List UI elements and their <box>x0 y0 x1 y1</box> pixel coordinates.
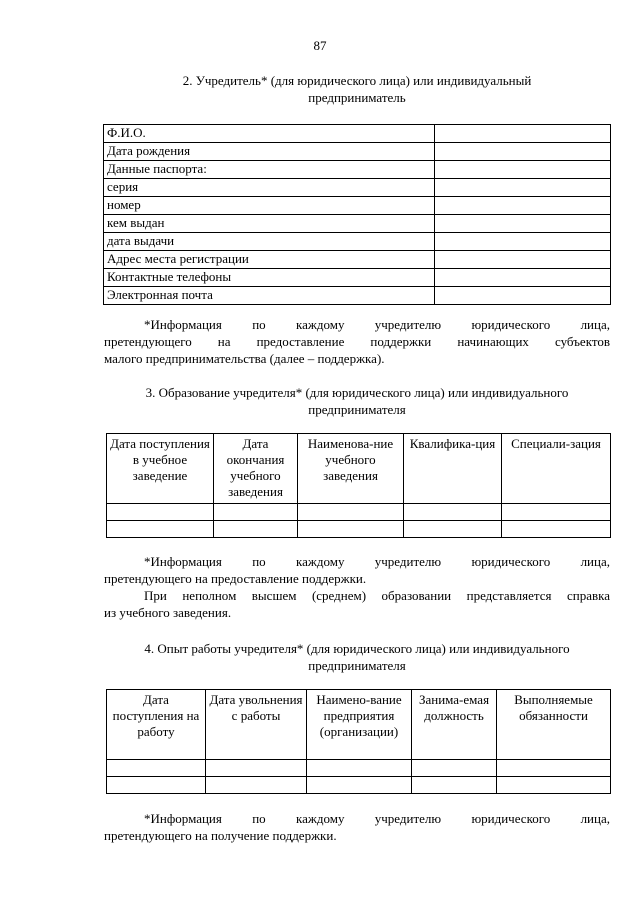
education-col-institution: Наименова-ние учебного заведения <box>298 434 404 504</box>
table-row <box>104 143 611 161</box>
section4-note-line1: *Информация по каждому учредителю юридического лица, <box>144 811 610 826</box>
work-col-position: Занима-емая должность <box>412 690 497 760</box>
page-number: 87 <box>313 38 327 53</box>
work-col-duties: Выполняемые обязанности <box>497 690 611 760</box>
work-col-end-date: Дата увольнения с работы <box>206 690 307 760</box>
education-col-qualification: Квалифика-ция <box>404 434 502 504</box>
founder-field-label: дата выдачи <box>104 233 435 251</box>
table-cell[interactable] <box>404 521 502 538</box>
founder-field-value[interactable] <box>435 197 611 215</box>
section3-heading-line2: предпринимателя <box>308 402 406 417</box>
table-cell[interactable] <box>206 760 307 777</box>
section3-note-line2: претендующего на предоставление поддержки. <box>104 571 367 586</box>
founder-field-value[interactable] <box>435 143 611 161</box>
table-cell[interactable] <box>412 777 497 794</box>
table-cell[interactable] <box>307 777 412 794</box>
founder-info-table <box>103 124 611 305</box>
section2-note-line1: *Информация по каждому учредителю юридического лица, <box>144 317 610 332</box>
table-row <box>104 161 611 179</box>
founder-field-label: серия <box>104 179 435 197</box>
table-cell[interactable] <box>107 504 214 521</box>
section2-heading <box>104 72 610 106</box>
founder-field-value[interactable] <box>435 125 611 143</box>
section4-note <box>104 810 610 844</box>
founder-field-value[interactable] <box>435 287 611 305</box>
founder-field-label: Данные паспорта: <box>104 161 435 179</box>
founder-field-label: Дата рождения <box>104 143 435 161</box>
table-cell[interactable] <box>206 777 307 794</box>
table-cell[interactable] <box>214 521 298 538</box>
section4-heading <box>104 640 610 674</box>
founder-field-label: Контактные телефоны <box>104 269 435 287</box>
table-row <box>104 179 611 197</box>
founder-field-label: номер <box>104 197 435 215</box>
table-cell[interactable] <box>502 504 611 521</box>
table-row <box>104 197 611 215</box>
section2-heading-line2: предприниматель <box>308 90 406 105</box>
founder-field-label: Электронная почта <box>104 287 435 305</box>
table-cell[interactable] <box>497 760 611 777</box>
section3-note <box>104 553 610 621</box>
table-cell[interactable] <box>298 504 404 521</box>
work-col-start-date: Дата поступления на работу <box>107 690 206 760</box>
education-table <box>106 433 611 538</box>
founder-field-value[interactable] <box>435 215 611 233</box>
table-cell[interactable] <box>107 760 206 777</box>
table-cell[interactable] <box>298 521 404 538</box>
section3-note-line1: *Информация по каждому учредителю юридического лица, <box>144 554 610 569</box>
table-row <box>104 125 611 143</box>
table-cell[interactable] <box>497 777 611 794</box>
table-row <box>104 251 611 269</box>
section4-heading-line2: предпринимателя <box>308 658 406 673</box>
section2-note-line2: претендующего на предоставление поддержки начинающих субъектов <box>104 334 610 349</box>
table-row <box>104 269 611 287</box>
founder-field-label: Адрес места регистрации <box>104 251 435 269</box>
table-cell[interactable] <box>404 504 502 521</box>
section3-heading-line1: 3. Образование учредителя* (для юридического лица) или индивидуального <box>145 385 569 400</box>
education-col-end-date: Дата окончания учебного заведения <box>214 434 298 504</box>
table-row <box>104 287 611 305</box>
table-row <box>104 215 611 233</box>
section3-heading <box>104 384 610 418</box>
section3-note2-line1: При неполном высшем (среднем) образовании представляется справка <box>144 588 610 603</box>
founder-field-label: Ф.И.О. <box>104 125 435 143</box>
section4-note-line2: претендующего на получение поддержки. <box>104 828 337 843</box>
table-cell[interactable] <box>412 760 497 777</box>
section2-note-line3: малого предпринимательства (далее – поддержка). <box>104 351 385 366</box>
founder-field-value[interactable] <box>435 179 611 197</box>
education-col-specialization: Специали-зация <box>502 434 611 504</box>
work-experience-table <box>106 689 611 794</box>
founder-field-value[interactable] <box>435 233 611 251</box>
section3-note2-line2: из учебного заведения. <box>104 605 232 620</box>
work-col-organization: Наимено-вание предприятия (организации) <box>307 690 412 760</box>
section2-note <box>104 316 610 367</box>
education-col-entry-date: Дата поступления в учебное заведение <box>107 434 214 504</box>
founder-field-value[interactable] <box>435 161 611 179</box>
table-cell[interactable] <box>107 521 214 538</box>
founder-field-value[interactable] <box>435 251 611 269</box>
table-row <box>104 233 611 251</box>
table-cell[interactable] <box>502 521 611 538</box>
table-cell[interactable] <box>107 777 206 794</box>
table-cell[interactable] <box>214 504 298 521</box>
founder-field-value[interactable] <box>435 269 611 287</box>
founder-field-label: кем выдан <box>104 215 435 233</box>
section2-heading-line1: 2. Учредитель* (для юридического лица) или индивидуальный <box>182 73 532 88</box>
table-cell[interactable] <box>307 760 412 777</box>
section4-heading-line1: 4. Опыт работы учредителя* (для юридического лица) или индивидуального <box>144 641 570 656</box>
